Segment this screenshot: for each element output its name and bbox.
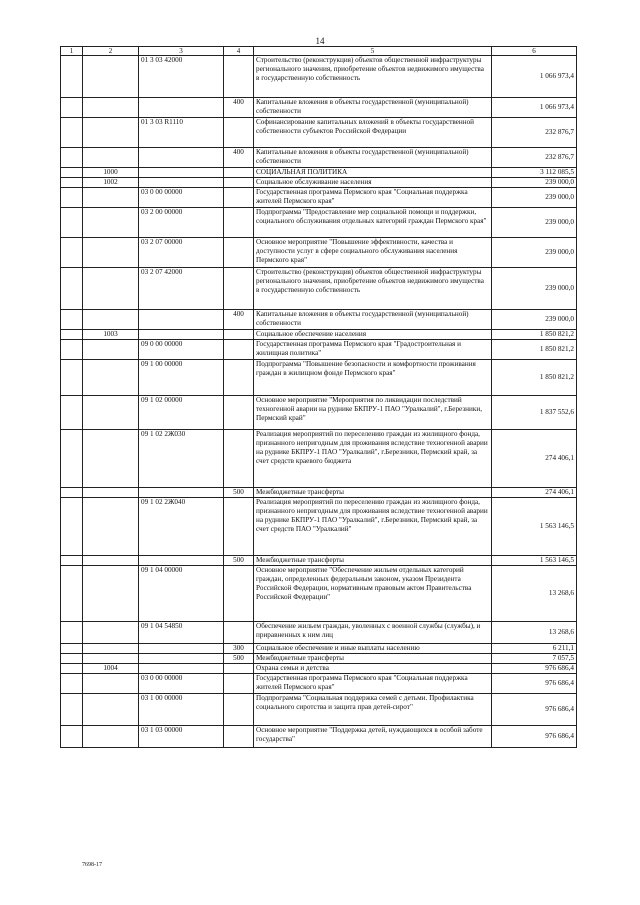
target-article-cell: 03 2 00 00000 bbox=[139, 208, 224, 238]
table-row bbox=[61, 310, 577, 330]
section-code-cell bbox=[83, 488, 139, 498]
description-cell: Капитальные вложения в объекты государственной (муниципальной) собственности bbox=[254, 310, 492, 330]
description-cell: Софинансирование капитальных вложений в объекты государственной собственности субъектов Российской Федерации bbox=[254, 118, 492, 148]
table-row bbox=[61, 654, 577, 664]
column-1-cell bbox=[61, 694, 83, 726]
page-number: 14 bbox=[315, 36, 325, 46]
expense-type-cell bbox=[224, 694, 254, 726]
column-1-cell bbox=[61, 360, 83, 396]
target-article-cell: 03 2 07 00000 bbox=[139, 238, 224, 268]
description-cell: Строительство (реконструкция) объектов общественной инфраструктуры регионального значения, приобретение объектов недвижимого имущества в государственную собственность bbox=[254, 268, 492, 310]
column-1-cell bbox=[61, 268, 83, 310]
target-article-cell: 01 3 03 R1110 bbox=[139, 118, 224, 148]
column-1-cell bbox=[61, 622, 83, 644]
column-1-cell bbox=[61, 654, 83, 664]
expense-type-cell bbox=[224, 360, 254, 396]
expense-type-cell bbox=[224, 430, 254, 488]
footer-code: 7698-17 bbox=[82, 862, 102, 868]
table-row bbox=[61, 178, 577, 188]
section-code-cell bbox=[83, 674, 139, 694]
target-article-cell: 09 0 00 00000 bbox=[139, 340, 224, 360]
amount-cell: 7 057,5 bbox=[492, 654, 577, 664]
description-cell: Подпрограмма "Предоставление мер социальной помощи и поддержки, социального обслуживания отдельных категорий граждан Пермского края" bbox=[254, 208, 492, 238]
section-code-cell bbox=[83, 188, 139, 208]
column-1-cell bbox=[61, 168, 83, 178]
amount-cell: 1 066 973,4 bbox=[492, 98, 577, 118]
expense-type-cell bbox=[224, 56, 254, 98]
table-row bbox=[61, 168, 577, 178]
column-1-cell bbox=[61, 396, 83, 430]
target-article-cell: 03 0 00 00000 bbox=[139, 188, 224, 208]
expense-type-cell bbox=[224, 118, 254, 148]
description-cell: Государственная программа Пермского края "Градостроительная и жилищная политика" bbox=[254, 340, 492, 360]
amount-cell: 1 563 146,5 bbox=[492, 498, 577, 556]
target-article-cell bbox=[139, 488, 224, 498]
table-row bbox=[61, 674, 577, 694]
description-cell: Межбюджетные трансферты bbox=[254, 556, 492, 566]
expense-type-cell bbox=[224, 268, 254, 310]
expense-type-cell bbox=[224, 664, 254, 674]
description-cell: Реализация мероприятий по переселению граждан из жилищного фонда, признанного непригодным для проживания вследствие техногенной аварии на руднике БКПРУ-1 ПАО "Уралкалий", г.Березники, Пермский край, за счет средств ПАО "Уралкалий" bbox=[254, 498, 492, 556]
table-row bbox=[61, 566, 577, 622]
target-article-cell: 09 1 02 00000 bbox=[139, 396, 224, 430]
column-1-cell bbox=[61, 726, 83, 748]
amount-cell: 239 000,0 bbox=[492, 268, 577, 310]
header-cell: 3 bbox=[139, 47, 224, 56]
expense-type-cell bbox=[224, 396, 254, 430]
description-cell: Охрана семьи и детства bbox=[254, 664, 492, 674]
section-code-cell: 1000 bbox=[83, 168, 139, 178]
table-row bbox=[61, 148, 577, 168]
amount-cell: 232 876,7 bbox=[492, 148, 577, 168]
table-row bbox=[61, 360, 577, 396]
column-1-cell bbox=[61, 488, 83, 498]
target-article-cell: 03 0 00 00000 bbox=[139, 674, 224, 694]
expense-type-cell: 500 bbox=[224, 654, 254, 664]
description-cell: Межбюджетные трансферты bbox=[254, 488, 492, 498]
amount-cell: 239 000,0 bbox=[492, 208, 577, 238]
section-code-cell bbox=[83, 622, 139, 644]
description-cell: Строительство (реконструкция) объектов общественной инфраструктуры регионального значения, приобретение объектов недвижимого имущества в государственную собственность bbox=[254, 56, 492, 98]
amount-cell: 13 268,6 bbox=[492, 566, 577, 622]
column-1-cell bbox=[61, 118, 83, 148]
amount-cell: 1 850 821,2 bbox=[492, 340, 577, 360]
description-cell: Социальное обеспечение населения bbox=[254, 330, 492, 340]
section-code-cell: 1002 bbox=[83, 178, 139, 188]
description-cell: Основное мероприятие "Обеспечение жильем отдельных категорий граждан, определенных федеральным законом, указом Президента Российской Федерации, нормативным правовым актом Правительства Российской Федерации" bbox=[254, 566, 492, 622]
description-cell: Капитальные вложения в объекты государственной (муниципальной) собственности bbox=[254, 98, 492, 118]
amount-cell: 13 268,6 bbox=[492, 622, 577, 644]
amount-cell: 1 850 821,2 bbox=[492, 330, 577, 340]
expense-type-cell: 500 bbox=[224, 488, 254, 498]
table-row bbox=[61, 488, 577, 498]
target-article-cell bbox=[139, 556, 224, 566]
expense-type-cell bbox=[224, 726, 254, 748]
amount-cell: 1 066 973,4 bbox=[492, 56, 577, 98]
column-1-cell bbox=[61, 208, 83, 238]
section-code-cell bbox=[83, 56, 139, 98]
section-code-cell bbox=[83, 498, 139, 556]
expense-type-cell: 400 bbox=[224, 98, 254, 118]
table-row bbox=[61, 340, 577, 360]
column-1-cell bbox=[61, 498, 83, 556]
target-article-cell: 01 3 03 42000 bbox=[139, 56, 224, 98]
description-cell: Основное мероприятие "Мероприятия по ликвидации последствий техногенной аварии на руднике БКПРУ-1 ПАО "Уралкалий", г.Березники, Пермский край" bbox=[254, 396, 492, 430]
table-row bbox=[61, 118, 577, 148]
section-code-cell bbox=[83, 726, 139, 748]
table-row bbox=[61, 238, 577, 268]
table-row bbox=[61, 396, 577, 430]
column-1-cell bbox=[61, 178, 83, 188]
target-article-cell: 09 1 04 54850 bbox=[139, 622, 224, 644]
target-article-cell: 09 1 02 2Ж030 bbox=[139, 430, 224, 488]
target-article-cell: 03 1 00 00000 bbox=[139, 694, 224, 726]
amount-cell: 3 112 085,5 bbox=[492, 168, 577, 178]
description-cell: Государственная программа Пермского края "Социальная поддержка жителей Пермского края" bbox=[254, 188, 492, 208]
section-code-cell: 1003 bbox=[83, 330, 139, 340]
table-row bbox=[61, 208, 577, 238]
amount-cell: 1 850 821,2 bbox=[492, 360, 577, 396]
amount-cell: 976 686,4 bbox=[492, 726, 577, 748]
expense-type-cell bbox=[224, 498, 254, 556]
section-code-cell bbox=[83, 360, 139, 396]
amount-cell: 239 000,0 bbox=[492, 188, 577, 208]
description-cell: Подпрограмма "Социальная поддержка семей с детьми. Профилактика социального сиротства и защита прав детей-сирот" bbox=[254, 694, 492, 726]
expense-type-cell: 500 bbox=[224, 556, 254, 566]
description-cell: СОЦИАЛЬНАЯ ПОЛИТИКА bbox=[254, 168, 492, 178]
expense-type-cell: 400 bbox=[224, 148, 254, 168]
table-row bbox=[61, 644, 577, 654]
amount-cell: 274 406,1 bbox=[492, 488, 577, 498]
budget-table bbox=[60, 46, 577, 748]
header-cell: 1 bbox=[61, 47, 83, 56]
column-1-cell bbox=[61, 330, 83, 340]
target-article-cell bbox=[139, 664, 224, 674]
amount-cell: 1 563 146,5 bbox=[492, 556, 577, 566]
table-row bbox=[61, 622, 577, 644]
table-row bbox=[61, 556, 577, 566]
description-cell: Социальное обслуживание населения bbox=[254, 178, 492, 188]
column-1-cell bbox=[61, 188, 83, 208]
column-1-cell bbox=[61, 238, 83, 268]
header-cell: 6 bbox=[492, 47, 577, 56]
column-1-cell bbox=[61, 556, 83, 566]
table-row bbox=[61, 268, 577, 310]
table-header-row bbox=[61, 47, 577, 56]
target-article-cell bbox=[139, 310, 224, 330]
column-1-cell bbox=[61, 148, 83, 168]
amount-cell: 239 000,0 bbox=[492, 238, 577, 268]
table-row bbox=[61, 430, 577, 488]
column-1-cell bbox=[61, 310, 83, 330]
section-code-cell bbox=[83, 644, 139, 654]
expense-type-cell bbox=[224, 238, 254, 268]
table-row bbox=[61, 188, 577, 208]
section-code-cell bbox=[83, 556, 139, 566]
table-row bbox=[61, 664, 577, 674]
target-article-cell bbox=[139, 330, 224, 340]
column-1-cell bbox=[61, 98, 83, 118]
table-row bbox=[61, 98, 577, 118]
expense-type-cell: 300 bbox=[224, 644, 254, 654]
section-code-cell bbox=[83, 654, 139, 664]
expense-type-cell bbox=[224, 330, 254, 340]
expense-type-cell bbox=[224, 622, 254, 644]
amount-cell: 239 000,0 bbox=[492, 310, 577, 330]
target-article-cell bbox=[139, 168, 224, 178]
target-article-cell: 03 1 03 00000 bbox=[139, 726, 224, 748]
section-code-cell bbox=[83, 340, 139, 360]
section-code-cell bbox=[83, 208, 139, 238]
table-row bbox=[61, 498, 577, 556]
target-article-cell bbox=[139, 178, 224, 188]
amount-cell: 274 406,1 bbox=[492, 430, 577, 488]
expense-type-cell bbox=[224, 168, 254, 178]
description-cell: Государственная программа Пермского края "Социальная поддержка жителей Пермского края" bbox=[254, 674, 492, 694]
column-1-cell bbox=[61, 566, 83, 622]
expense-type-cell bbox=[224, 340, 254, 360]
section-code-cell bbox=[83, 566, 139, 622]
description-cell: Межбюджетные трансферты bbox=[254, 654, 492, 664]
table-row bbox=[61, 726, 577, 748]
section-code-cell bbox=[83, 268, 139, 310]
target-article-cell: 09 1 04 00000 bbox=[139, 566, 224, 622]
expense-type-cell bbox=[224, 674, 254, 694]
target-article-cell bbox=[139, 98, 224, 118]
column-1-cell bbox=[61, 56, 83, 98]
section-code-cell bbox=[83, 430, 139, 488]
amount-cell: 6 211,1 bbox=[492, 644, 577, 654]
description-cell: Основное мероприятие "Повышение эффективности, качества и доступности услуг в сфере социального обслуживания населения Пермского края" bbox=[254, 238, 492, 268]
column-1-cell bbox=[61, 430, 83, 488]
header-cell: 4 bbox=[224, 47, 254, 56]
description-cell: Социальное обеспечение и иные выплаты населению bbox=[254, 644, 492, 654]
column-1-cell bbox=[61, 644, 83, 654]
section-code-cell bbox=[83, 694, 139, 726]
table-row bbox=[61, 330, 577, 340]
description-cell: Реализация мероприятий по переселению граждан из жилищного фонда, признанного непригодным для проживания вследствие техногенной аварии на руднике БКПРУ-1 ПАО "Уралкалий", г.Березники, Пермский край, за счет средств краевого бюджета bbox=[254, 430, 492, 488]
column-1-cell bbox=[61, 340, 83, 360]
column-1-cell bbox=[61, 674, 83, 694]
section-code-cell bbox=[83, 118, 139, 148]
expense-type-cell: 400 bbox=[224, 310, 254, 330]
target-article-cell: 03 2 07 42000 bbox=[139, 268, 224, 310]
target-article-cell: 09 1 00 00000 bbox=[139, 360, 224, 396]
amount-cell: 976 686,4 bbox=[492, 694, 577, 726]
target-article-cell: 09 1 02 2Ж040 bbox=[139, 498, 224, 556]
section-code-cell: 1004 bbox=[83, 664, 139, 674]
description-cell: Капитальные вложения в объекты государственной (муниципальной) собственности bbox=[254, 148, 492, 168]
expense-type-cell bbox=[224, 188, 254, 208]
expense-type-cell bbox=[224, 566, 254, 622]
amount-cell: 239 000,0 bbox=[492, 178, 577, 188]
section-code-cell bbox=[83, 396, 139, 430]
table-row bbox=[61, 56, 577, 98]
description-cell: Основное мероприятие "Поддержка детей, нуждающихся в особой заботе государства" bbox=[254, 726, 492, 748]
expense-type-cell bbox=[224, 178, 254, 188]
column-1-cell bbox=[61, 664, 83, 674]
amount-cell: 976 686,4 bbox=[492, 664, 577, 674]
section-code-cell bbox=[83, 310, 139, 330]
section-code-cell bbox=[83, 148, 139, 168]
header-cell: 2 bbox=[83, 47, 139, 56]
description-cell: Обеспечение жильем граждан, уволенных с военной службы (службы), и приравненных к ним лиц bbox=[254, 622, 492, 644]
section-code-cell bbox=[83, 98, 139, 118]
expense-type-cell bbox=[224, 208, 254, 238]
target-article-cell bbox=[139, 644, 224, 654]
section-code-cell bbox=[83, 238, 139, 268]
target-article-cell bbox=[139, 148, 224, 168]
header-cell: 5 bbox=[254, 47, 492, 56]
amount-cell: 1 837 552,6 bbox=[492, 396, 577, 430]
description-cell: Подпрограмма "Повышение безопасности и комфортности проживания граждан в жилищном фонде Пермского края" bbox=[254, 360, 492, 396]
target-article-cell bbox=[139, 654, 224, 664]
amount-cell: 976 686,4 bbox=[492, 674, 577, 694]
table-row bbox=[61, 694, 577, 726]
amount-cell: 232 876,7 bbox=[492, 118, 577, 148]
